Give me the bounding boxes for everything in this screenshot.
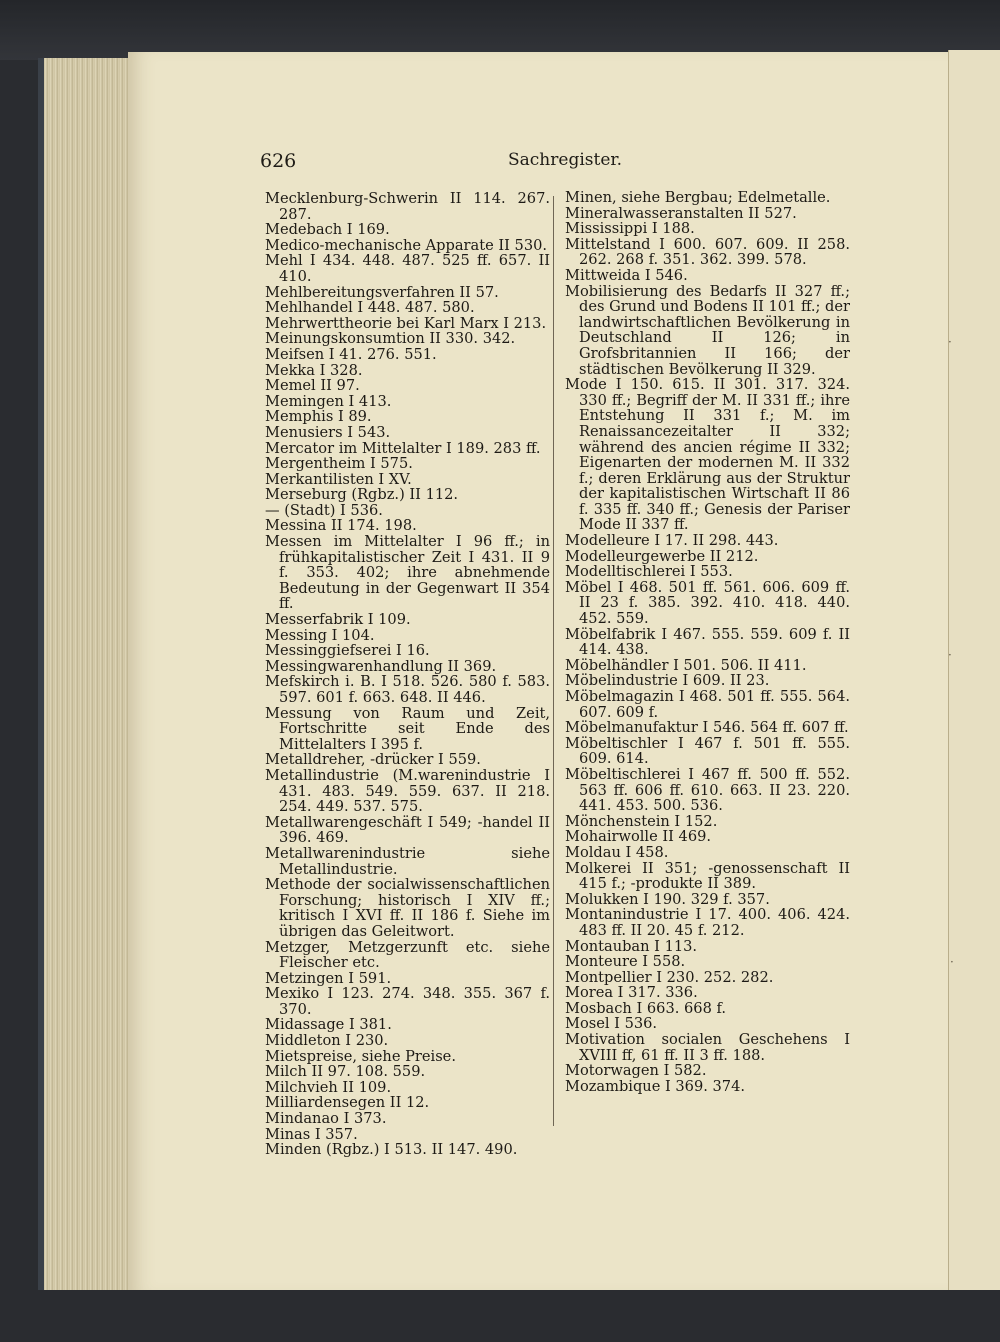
index-entry: Milch II 97. 108. 559. [265,1063,426,1081]
index-entry: Messung von Raum und Zeit, Fortschritte seit Ende des Mittelalters I 395 f. [265,704,550,753]
index-entry: Metzger, Metzgerzunft etc. siehe Fleischer etc. [265,938,550,972]
index-entry: Memel II 97. [265,377,360,395]
index-entry: Messerfabrik I 109. [265,611,411,629]
index-entry: Metallwarengeschäft I 549; -handel II 396. 469. [265,813,550,847]
running-title: Sachregister. [508,150,623,170]
index-entry: Messina II 174. 198. [265,517,417,535]
index-entry: Mönchenstein I 152. [565,812,718,830]
index-entry: Mefskirch i. B. I 518. 526. 580 f. 583. 597. 601 f. 663. 648. II 446. [265,673,550,706]
index-entry: Motivation socialen Geschehens I XVIII ff, 61 ff. II 3 ff. 188. [565,1031,850,1064]
index-entry: Modelleure I 17. II 298. 443. [565,532,779,550]
index-entry: Mosbach I 663. 668 f. [565,999,727,1017]
index-entry: Metallindustrie (M.warenindustrie I 431. 483. 549. 559. 637. II 218. 254. 449. 537. 575. [265,766,550,816]
index-entry: Möbelmagazin I 468. 501 ff. 555. 564. 607. 609 f. [565,688,850,721]
index-entry: Mosel I 536. [565,1015,658,1033]
index-entry: Meifsen I 41. 276. 551. [265,345,437,363]
index-entry: Möbeltischlerei I 467 ff. 500 ff. 552. 563 ff. 606 ff. 610. 663. II 23. 220. 441. 453. 500. 536. [565,765,850,815]
index-entry: Middleton I 230. [265,1032,389,1050]
index-entry: Modelleurgewerbe II 212. [565,547,759,565]
index-entry: Mode I 150. 615. II 301. 317. 324. 330 ff.; Begriff der M. II 331 ff.; ihre Entstehung II 331 f.; M. im Renaissancezeitalter II 332; während des ancien régime II 332; Eigenarten der modernen M. II 332 f.; deren Erklärung aus der Struktur der kapitalistischen Wirtschaft II 86 f. 335 ff. 340 ff.; Genesis der Pariser Mode II 337 ff. [565,376,850,534]
index-entry: Methode der socialwissenschaftlichen Forschung; historisch I XIV ff.; kritisch I XVI ff. II 186 f. Siehe im übrigen das Geleitwort. [265,876,550,940]
facing-page-edge [948,50,1000,1294]
book-cover-edge [0,0,1000,60]
index-entry: Mekka I 328. [265,361,363,379]
index-entry: Mobilisierung des Bedarfs II 327 ff.; des Grund und Bodens II 101 ff.; der landwirtschaftlichen Bevölkerung in Deutschland II 126; in Grofsbritannien II 166; der städtischen Bevölkerung II 329. [565,282,850,378]
index-entry: Milchvieh II 109. [265,1078,392,1096]
index-entry: Memphis I 89. [265,408,372,426]
index-entry: Mittelstand I 600. 607. 609. II 258. 262. 268 f. 351. 362. 399. 578. [565,235,850,269]
page-number: 626 [260,150,297,172]
index-entry: Midassage I 381. [265,1016,392,1034]
index-entry: Möbelindustrie I 609. II 23. [565,672,770,690]
index-entry: Messen im Mittelalter I 96 ff.; in frühkapitalistischer Zeit I 431. II 9 f. 353. 402; ihre abnehmende Bedeutung in der Gegenwart II 354 ff. [265,533,550,613]
index-entry: Metalldreher, -drücker I 559. [265,751,481,769]
index-entry: Montauban I 113. [565,937,698,955]
background-bottom [38,1290,1000,1342]
index-column-right [565,190,850,1094]
index-entry: Messing I 104. [265,626,375,644]
index-entry: Möbelmanufaktur I 546. 564 ff. 607 ff. [565,719,849,737]
index-entry: Möbeltischler I 467 f. 501 ff. 555. 609. 614. [565,734,850,768]
index-entry: Montpellier I 230. 252. 282. [565,968,774,986]
margin-mark: · [948,648,952,662]
index-entry: Mehl I 434. 448. 487. 525 ff. 657. II 410. [265,252,550,285]
index-entry: Möbel I 468. 501 ff. 561. 606. 609 ff. II 23 f. 385. 392. 410. 418. 440. 452. 559. [565,578,850,628]
index-entry: Memingen I 413. [265,392,392,410]
index-entry: Mississippi I 188. [565,220,695,238]
index-entry: Montanindustrie I 17. 400. 406. 424. 483 ff. II 20. 45 f. 212. [565,906,850,939]
index-entry: Mohairwolle II 469. [565,828,712,846]
index-entry: Monteure I 558. [565,953,686,971]
index-entry: Mexiko I 123. 274. 348. 355. 367 f. 370. [265,985,550,1018]
column-divider [553,196,554,1126]
index-entry: Mehlbereitungsverfahren II 57. [265,283,499,301]
margin-mark: · [948,335,952,349]
index-entry: Minen, siehe Bergbau; Edelmetalle. [565,189,831,206]
index-entry: Minas I 357. [265,1125,358,1143]
index-entry: Medico-mechanische Apparate II 530. [265,236,548,254]
index-entry: Mehlhandel I 448. 487. 580. [265,299,475,317]
index-entry: Moldau I 458. [565,843,669,861]
index-entry: Molukken I 190. 329 f. 357. [565,890,770,908]
index-entry: Menusiers I 543. [265,423,391,441]
page-header [260,150,820,176]
index-entry: Metzingen I 591. [265,969,392,987]
index-entry: Mietspreise, siehe Preise. [265,1047,456,1065]
index-entry: Mecklenburg-Schwerin II 114. 267. 287. [265,190,550,223]
index-entry: Mineralwasseranstalten II 527. [565,204,797,222]
index-entry: Molkerei II 351; -genossenschaft II 415 f.; -produkte II 389. [565,859,850,893]
index-entry: Mindanao I 373. [265,1110,387,1128]
index-entry: Mergentheim I 575. [265,455,413,473]
index-entry: Messingwarenhandlung II 369. [265,657,497,675]
index-entry: Minden (Rgbz.) I 513. II 147. 490. [265,1141,518,1159]
index-entry: — (Stadt) I 536. [265,501,383,519]
index-entry: Mittweida I 546. [565,266,688,284]
index-column-left [265,191,550,1158]
index-entry: Mehrwerttheorie bei Karl Marx I 213. [265,314,547,332]
index-entry: Medebach I 169. [265,221,390,239]
index-entry: Meinungskonsumtion II 330. 342. [265,330,516,348]
index-entry: Merseburg (Rgbz.) II 112. [265,486,459,504]
index-entry: Möbelfabrik I 467. 555. 559. 609 f. II 414. 438. [565,625,850,659]
index-entry: Mercator im Mittelalter I 189. 283 ff. [265,439,541,457]
index-entry: Motorwagen I 582. [565,1062,707,1080]
index-entry: Messinggiefserei I 16. [265,642,430,660]
index-entry: Mozambique I 369. 374. [565,1077,746,1095]
index-entry: Milliardensegen II 12. [265,1094,430,1112]
index-entry: Modelltischlerei I 553. [565,563,733,581]
index-entry: Merkantilisten I XV. [265,470,412,488]
index-entry: Metallwarenindustrie siehe Metallindustrie. [265,844,550,878]
margin-mark: · [950,955,954,969]
index-entry: Möbelhändler I 501. 506. II 411. [565,656,807,674]
index-entry: Morea I 317. 336. [565,984,698,1002]
